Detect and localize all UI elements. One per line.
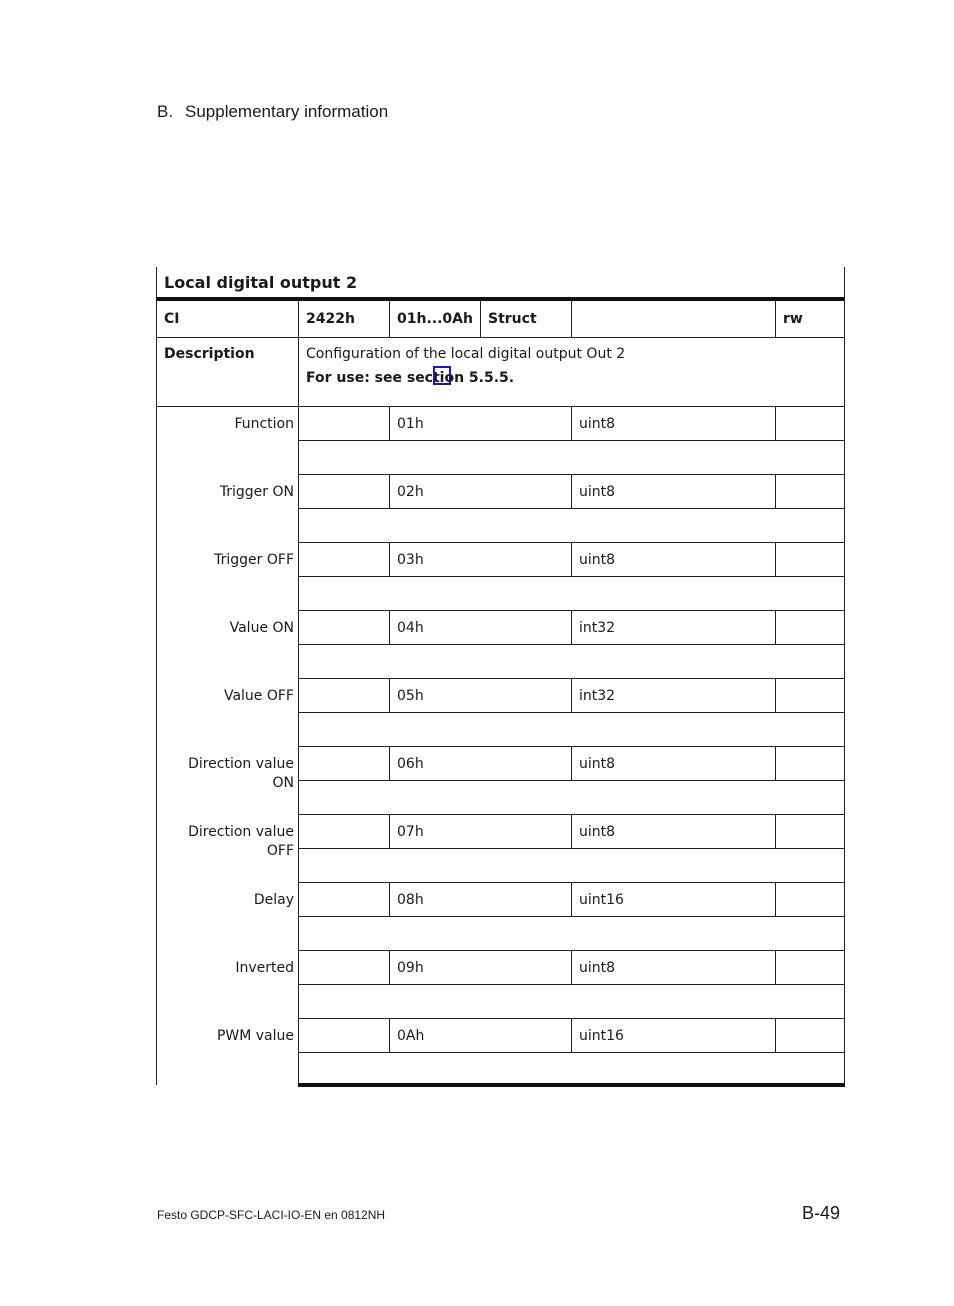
ci-index: 2422h (299, 299, 390, 338)
row-type: uint16 (572, 883, 776, 917)
ci-label: CI (157, 299, 299, 338)
row-subindex: 03h (390, 543, 572, 577)
row-index-empty (299, 407, 390, 441)
row-index-empty (299, 611, 390, 645)
row-index-empty (299, 679, 390, 713)
ci-type: Struct (481, 299, 572, 338)
row-subindex: 04h (390, 611, 572, 645)
chapter-letter: B. (157, 102, 174, 121)
object-table (156, 267, 845, 1087)
row-access-empty (776, 1019, 845, 1053)
row-label: Trigger OFF (157, 543, 299, 611)
row-access-empty (776, 747, 845, 781)
row-index-empty (299, 883, 390, 917)
ci-subindex: 01h...0Ah (390, 299, 481, 338)
row-type: uint8 (572, 407, 776, 441)
row-access-empty (776, 475, 845, 509)
row-access-empty (776, 883, 845, 917)
table-title: Local digital output 2 (157, 267, 845, 299)
row-label: Direction value OFF (157, 815, 299, 883)
row-label: Function (157, 407, 299, 475)
row-access-empty (776, 543, 845, 577)
row-access-empty (776, 951, 845, 985)
row-subindex: 09h (390, 951, 572, 985)
description-row (157, 338, 845, 407)
row-type: uint8 (572, 475, 776, 509)
footer-doc-id: Festo GDCP-SFC-LACI-IO-EN en 0812NH (157, 1208, 386, 1222)
ci-access: rw (776, 299, 845, 338)
spacer-cell (299, 441, 845, 475)
spacer-cell (299, 645, 845, 679)
row-subindex: 08h (390, 883, 572, 917)
table-row (157, 1019, 845, 1053)
row-subindex: 07h (390, 815, 572, 849)
row-access-empty (776, 679, 845, 713)
row-label: Value ON (157, 611, 299, 679)
spacer-cell (299, 509, 845, 543)
page-header (157, 102, 388, 122)
table-row (157, 475, 845, 509)
row-type: int32 (572, 611, 776, 645)
row-type: uint8 (572, 815, 776, 849)
section-link-box[interactable] (433, 366, 451, 385)
row-access-empty (776, 611, 845, 645)
spacer-cell (299, 849, 845, 883)
row-index-empty (299, 747, 390, 781)
table-row (157, 883, 845, 917)
table-row (157, 407, 845, 441)
row-subindex: 05h (390, 679, 572, 713)
row-subindex: 02h (390, 475, 572, 509)
spacer-cell (299, 781, 845, 815)
ci-empty (572, 299, 776, 338)
row-index-empty (299, 951, 390, 985)
description-line1: Configuration of the local digital output Out 2 (306, 346, 626, 362)
table-title-row (157, 267, 845, 299)
table-row (157, 747, 845, 781)
description-label: Description (157, 338, 299, 407)
description-line2-text: For use: see section 5.5.5. (306, 370, 515, 386)
spacer-cell (299, 1053, 845, 1086)
table-row (157, 543, 845, 577)
row-type: int32 (572, 679, 776, 713)
row-index-empty (299, 543, 390, 577)
row-subindex: 0Ah (390, 1019, 572, 1053)
spacer-cell (299, 713, 845, 747)
footer-page-number: B-49 (802, 1203, 841, 1223)
ci-row (157, 299, 845, 338)
description-line2 (306, 370, 514, 386)
row-index-empty (299, 815, 390, 849)
row-index-empty (299, 1019, 390, 1053)
table-row (157, 611, 845, 645)
description-cell (299, 338, 845, 407)
spacer-cell (299, 985, 845, 1019)
row-label: Direction value ON (157, 747, 299, 815)
row-subindex: 01h (390, 407, 572, 441)
table-row (157, 951, 845, 985)
table-row (157, 679, 845, 713)
table-row (157, 815, 845, 849)
row-label: Value OFF (157, 679, 299, 747)
chapter-title: Supplementary information (185, 102, 389, 121)
row-label: Inverted (157, 951, 299, 1019)
row-subindex: 06h (390, 747, 572, 781)
spacer-cell (299, 917, 845, 951)
row-access-empty (776, 815, 845, 849)
row-type: uint16 (572, 1019, 776, 1053)
row-access-empty (776, 407, 845, 441)
row-label: Trigger ON (157, 475, 299, 543)
row-type: uint8 (572, 747, 776, 781)
row-label: PWM value (157, 1019, 299, 1086)
row-label: Delay (157, 883, 299, 951)
row-type: uint8 (572, 951, 776, 985)
row-type: uint8 (572, 543, 776, 577)
spacer-cell (299, 577, 845, 611)
row-index-empty (299, 475, 390, 509)
